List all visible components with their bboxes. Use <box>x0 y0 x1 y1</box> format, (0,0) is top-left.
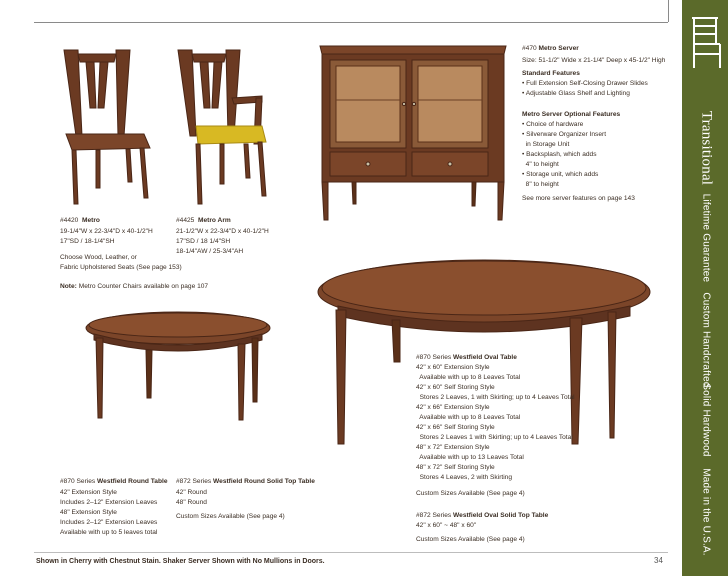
metro-server-image <box>316 44 512 222</box>
oval-table-line-9: 48" x 72" Extension Style <box>416 444 490 451</box>
page-number: 34 <box>654 556 663 565</box>
metro-server-opt-3: in Storage Unit <box>522 141 570 148</box>
round-table-name: Westfield Round Table <box>97 478 168 485</box>
metro-arm-header <box>176 216 231 226</box>
metro-server-std-title: Standard Features <box>522 70 580 77</box>
oval-table-line-4: Stores 2 Leaves, 1 with Skirting; up to 4 Leaves Total <box>416 394 575 401</box>
oval-table-line-8: Stores 2 Leaves 1 with Skirting; up to 4 Leaves Total <box>416 434 573 441</box>
counter-note-label: Note: <box>60 283 77 290</box>
round-table-line-4: Includes 2–12" Extension Leaves <box>60 519 158 526</box>
metro-chair-dims: 19-1/4"W x 22-3/4"D x 40-1/2"H <box>60 228 153 235</box>
round-solid-series: #872 Series <box>176 478 212 485</box>
oval-table-line-3: 42" x 60" Self Storing Style <box>416 384 495 391</box>
round-table-line-2: Includes 2–12" Extension Leaves <box>60 499 158 506</box>
round-table-header <box>60 477 168 487</box>
metro-chair-name: Metro <box>82 217 100 224</box>
sidebar-label-handcrafted: Custom Handcrafted <box>700 292 712 388</box>
oval-table-header <box>416 353 517 363</box>
oval-table-line-2: Available with up to 8 Leaves Total <box>416 374 521 381</box>
oval-table-line-7: 42" x 66" Self Storing Style <box>416 424 495 431</box>
chair-icon <box>686 14 724 72</box>
sidebar-label-guarantee: Lifetime Guarantee <box>700 193 712 283</box>
metro-server-std-1: • Full Extension Self-Closing Drawer Slides <box>522 80 648 87</box>
westfield-round-table-image <box>84 310 272 422</box>
metro-server-opt-title: Metro Server Optional Features <box>522 111 621 118</box>
round-solid-header <box>176 477 315 487</box>
round-solid-custom: Custom Sizes Available (See page 4) <box>176 513 285 520</box>
oval-table-name: Westfield Oval Table <box>453 354 517 361</box>
metro-arm-seat: 17"SD / 18 1/4"SH <box>176 238 231 245</box>
metro-chair-note-1: Choose Wood, Leather, or <box>60 254 137 261</box>
metro-server-opt-7: 8" to height <box>522 181 559 188</box>
metro-server-name: Metro Server <box>538 45 579 52</box>
metro-server-id: #470 <box>522 45 537 52</box>
round-table-line-1: 42" Extension Style <box>60 489 117 496</box>
counter-chair-note <box>60 282 208 292</box>
counter-note-text: Metro Counter Chairs available on page 107 <box>78 283 209 290</box>
metro-server-opt-5: 4" to height <box>522 161 559 168</box>
bottom-rule <box>34 552 668 553</box>
metro-arm-chair-image <box>170 48 274 208</box>
top-rule <box>34 22 668 23</box>
sidebar-label-usa: Made in the U.S.A. <box>700 468 712 556</box>
oval-table-line-1: 42" x 60" Extension Style <box>416 364 490 371</box>
oval-table-line-6: Available with up to 8 Leaves Total <box>416 414 521 421</box>
oval-solid-header <box>416 511 548 521</box>
metro-server-size: Size: 51-1/2" Wide x 21-1/4" Deep x 45-1/2" High <box>522 57 666 64</box>
metro-server-opt-4: • Backsplash, which adds <box>522 151 597 158</box>
metro-chair-note-2: Fabric Upholstered Seats (See page 153) <box>60 264 182 271</box>
metro-arm-arm: 18-1/4"AW / 25-3/4"AH <box>176 248 244 255</box>
oval-solid-line-1: 42" x 60" ~ 48" x 60" <box>416 522 477 529</box>
metro-server-std-2: • Adjustable Glass Shelf and Lighting <box>522 90 630 97</box>
metro-chair-id: #4420 <box>60 217 79 224</box>
oval-table-line-11: 48" x 72" Self Storing Style <box>416 464 495 471</box>
metro-arm-name: Metro Arm <box>198 217 231 224</box>
oval-table-line-12: Stores 4 Leaves, 2 with Skirting <box>416 474 513 481</box>
oval-solid-custom: Custom Sizes Available (See page 4) <box>416 536 525 543</box>
oval-solid-name: Westfield Oval Solid Top Table <box>453 512 549 519</box>
round-solid-line-1: 42" Round <box>176 489 207 496</box>
top-rule-corner <box>668 0 669 22</box>
metro-server-opt-1: • Choice of hardware <box>522 121 584 128</box>
metro-arm-id: #4425 <box>176 217 195 224</box>
oval-table-line-10: Available with up to 13 Leaves Total <box>416 454 524 461</box>
metro-server-opt-2: • Silverware Organizer Insert <box>522 131 607 138</box>
sidebar-title: Transitional <box>698 110 715 186</box>
metro-server-more: See more server features on page 143 <box>522 195 635 202</box>
photo-caption: Shown in Cherry with Chestnut Stain. Shaker Server Shown with No Mullions in Doors. <box>36 558 325 565</box>
metro-chair-image <box>52 48 156 208</box>
oval-table-line-5: 42" x 66" Extension Style <box>416 404 490 411</box>
metro-server-header <box>522 44 579 54</box>
sidebar-label-hardwood: Solid Hardwood <box>700 383 712 457</box>
metro-server-opt-6: • Storage unit, which adds <box>522 171 599 178</box>
oval-table-series: #870 Series <box>416 354 452 361</box>
round-table-series: #870 Series <box>60 478 96 485</box>
oval-solid-series: #872 Series <box>416 512 452 519</box>
round-solid-line-2: 48" Round <box>176 499 207 506</box>
oval-table-custom: Custom Sizes Available (See page 4) <box>416 490 525 497</box>
metro-chair-seat: 17"SD / 18-1/4"SH <box>60 238 115 245</box>
round-table-line-3: 48" Extension Style <box>60 509 117 516</box>
round-table-line-5: Available with up to 5 leaves total <box>60 529 158 536</box>
metro-arm-dims: 21-1/2"W x 22-3/4"D x 40-1/2"H <box>176 228 269 235</box>
round-solid-name: Westfield Round Solid Top Table <box>213 478 315 485</box>
metro-chair-header <box>60 216 100 226</box>
